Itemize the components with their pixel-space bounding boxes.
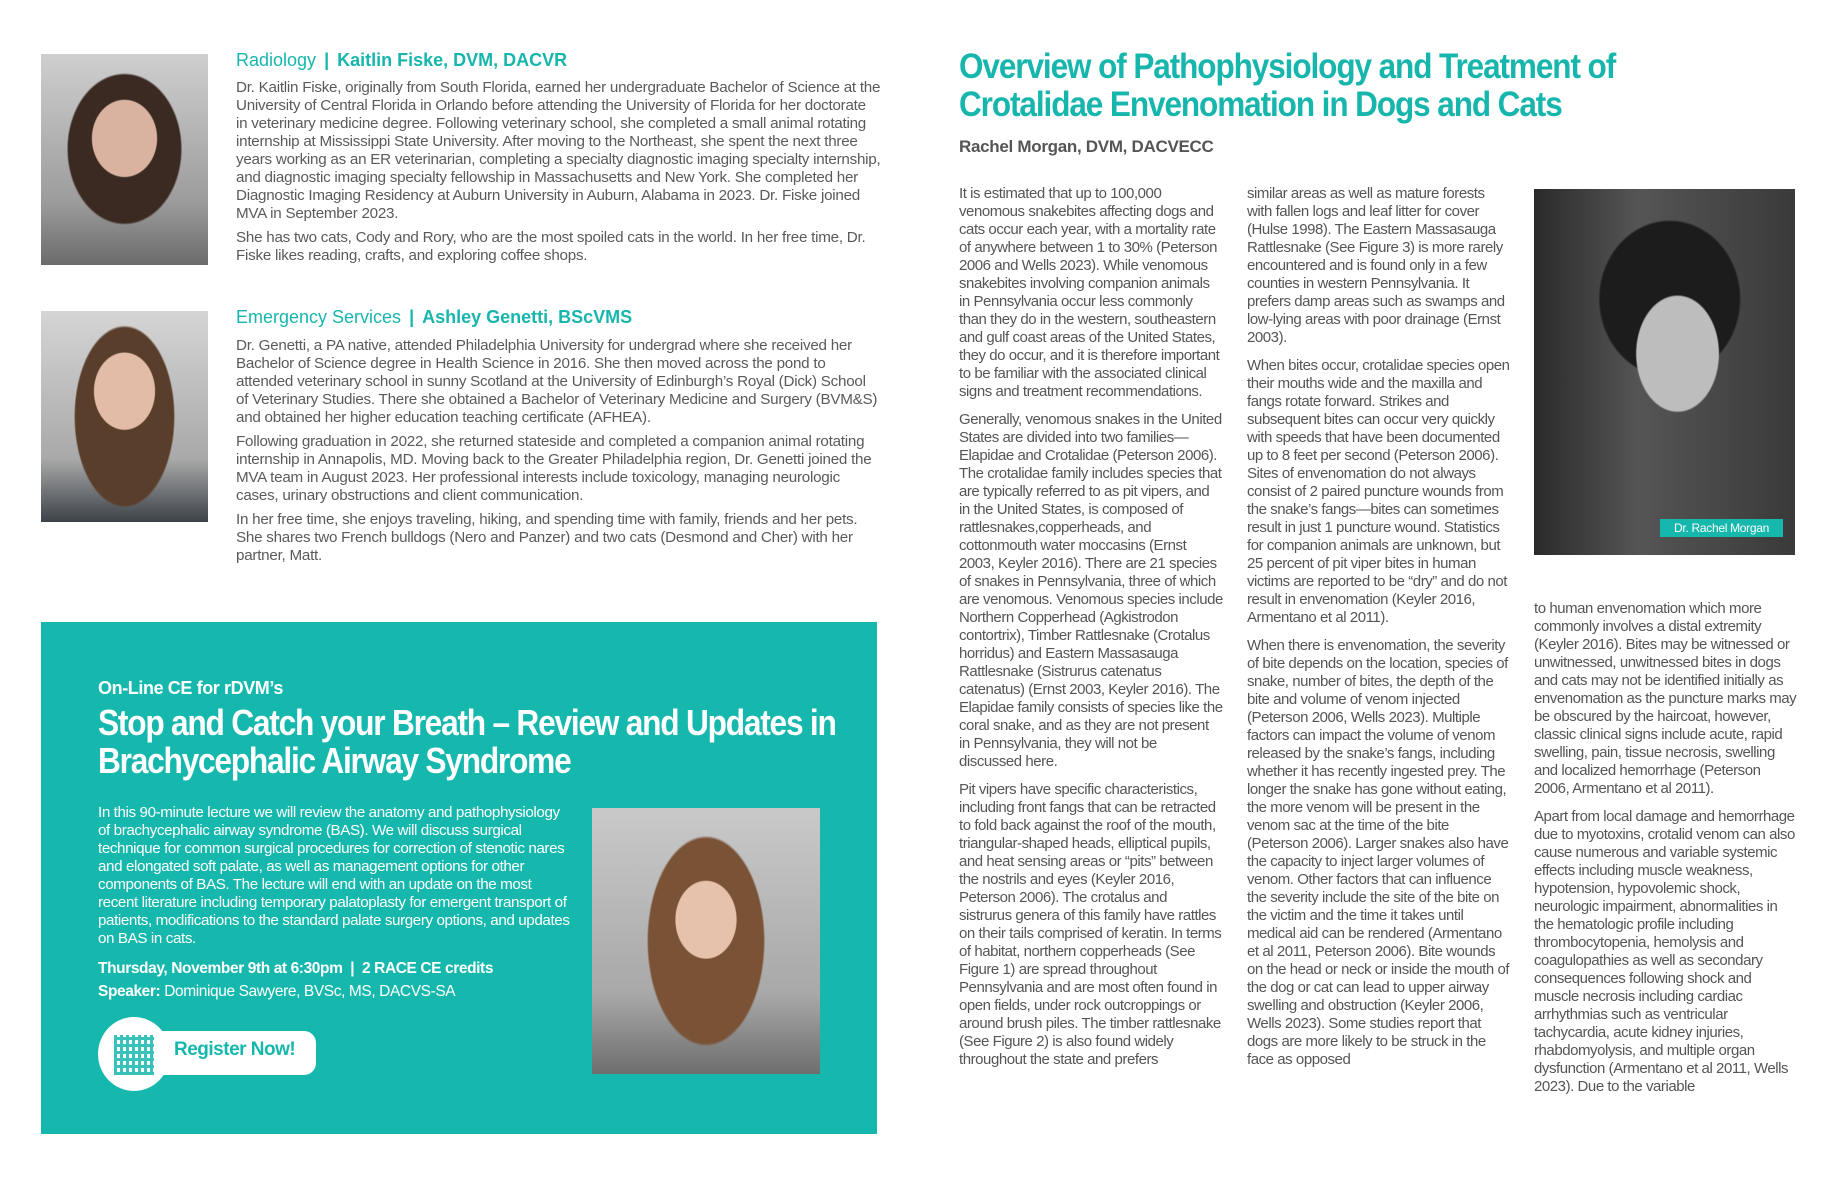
bio-name: Kaitlin Fiske, DVM, DACVR [337, 50, 568, 70]
bio-heading [236, 307, 632, 328]
speaker-photo [592, 808, 820, 1074]
article-paragraph: Apart from local damage and hemorrhage due to myotoxins, crotalid venom can also cause numerous and variable systemic effects including muscle weakness, hypotension, hypovolemic shock, neurologic impairment, abnormalities in the hematologic profile including thrombocytopenia, hemolysis and coagulopathies as well as secondary consequences following shock and muscle necrosis including cardiac arrhythmias such as ventricular tachycardia, acute kidney injuries, rhabdomyolysis, and multiple organ dysfunction (Armentano et al 2011, Wells 2023). Due to the variable [1534, 808, 1795, 1095]
article-paragraph: to human envenomation which more commonly involves a distal extremity (Keyler 2016). Bites may be witnessed or unwitnessed, unwitnessed bites in dogs and cats may not be identified initially as envenomation as the puncture marks may be obscured by the haircoat, however, classic clinical signs include acute, rapid swelling, pain, tissue necrosis, swelling and localized hemorrhage (Peterson 2006, Armentano et al 2011). [1534, 600, 1797, 797]
bio-paragraph: Following graduation in 2022, she returned stateside and completed a companion animal rotating internship in Annapolis, MD. Moving back to the Greater Philadelphia region, Dr. Genetti joined the MVA team in August 2023. Her professional interests include toxicology, managing neurologic cases, urinary obstructions and client communication. [236, 433, 872, 504]
article-title: Overview of Pathophysiology and Treatment of Crotalidae Envenomation in Dogs and Cats [959, 47, 1616, 124]
article-paragraph: Generally, venomous snakes in the United States are divided into two families—Elapidae and Crotalidae (Peterson 2006). The crotalidae family includes species that are typically referred to as pit vipers, and in the United States, is composed of rattlesnakes,copperheads, and cottonmouth water moccasins (Ernst 2003, Keyler 2016). There are 21 species of snakes in Pennsylvania, three of which are venomous. Venomous species include Northern Copperhead (Agkistrodon contortrix), Timber Rattlesnake (Crotalus horridus) and Eastern Massasauga Rattlesnake (Sistrurus catenatus catenatus) (Ernst 2003, Keyler 2016). The Elapidae family consists of species like the coral snake, and as they are not present in Pennsylvania, they will not be discussed here. [959, 411, 1223, 770]
bio-paragraph: In her free time, she enjoys traveling, hiking, and spending time with family, friends and her pets. She shares two French bulldogs (Nero and Panzer) and two cats (Desmond and Cher) with her partner, Matt. [236, 511, 858, 564]
register-label[interactable]: Register Now! [174, 1039, 296, 1060]
article-paragraph: Pit vipers have specific characteristics, including front fangs that can be retracted to fold back against the roof of the mouth, triangular-shaped heads, elliptical pupils, and heat sensing areas or “pits” between the nostrils and eyes (Keyler 2016, Peterson 2006). The crotalus and sistrurus genera of this family have rattles on their tails comprised of keratin. In terms of habitat, northern copperheads (See Figure 1) are spread throughout Pennsylvania and are most often found in open fields, under rock outcroppings or around brush piles. The timber rattlesnake (See Figure 2) is also found widely throughout the state and prefers [959, 781, 1222, 1068]
ce-kicker: On-Line CE for rDVM’s [98, 678, 283, 698]
heading-separator: | [409, 307, 415, 327]
article-paragraph: similar areas as well as mature forests with fallen logs and leaf litter for cover (Hulse 1998). The Eastern Massasauga Rattlesnake (See Figure 3) is more rarely encountered and is found only in a few counties in western Pennsylvania. It prefers damp areas such as swamps and low-lying areas with poor drainage (Ernst 2003). [1247, 185, 1505, 346]
bio-name: Ashley Genetti, BScVMS [422, 307, 633, 327]
register-now-button[interactable] [98, 1017, 358, 1091]
photo-caption: Dr. Rachel Morgan [1660, 519, 1783, 537]
bio-department: Emergency Services [236, 307, 402, 327]
bio-heading [236, 50, 567, 71]
speaker-label: Speaker: [98, 983, 161, 1000]
bio-paragraph: Dr. Kaitlin Fiske, originally from South Florida, earned her undergraduate Bachelor of Science at the University of Central Florida in Orlando before attending the University of Florida for her doctorate in veterinary medicine degree. Following veterinary school, she completed a small animal rotating internship at Mississippi State University. After moving to the Northeast, she spent the next three years working as an ER veterinarian, completing a specialty diagnostic imaging specialty internship, and diagnostic imaging specialty fellowship in Massachusetts and New York. She completed her Diagnostic Imaging Residency at Auburn University in Auburn, Alabama in 2023. Dr. Fiske joined MVA in September 2023. [236, 79, 881, 222]
qr-code-icon[interactable] [114, 1035, 154, 1075]
article-paragraph: It is estimated that up to 100,000 venomous snakebites affecting dogs and cats occur each year, with a mortality rate of anywhere between 1 to 30% (Peterson 2006 and Wells 2023). While venomous snakebites involving companion animals in Pennsylvania occur less commonly than they do in the western, southeastern and gulf coast areas of the United States, they do occur, and it is therefore important to be familiar with the associated clinical signs and treatment recommendations. [959, 185, 1220, 400]
article-paragraph: When there is envenomation, the severity of bite depends on the location, species of snake, number of bites, the depth of the bite and volume of venom injected (Peterson 2006, Wells 2023). Multiple factors can impact the volume of venom released by the snake’s fangs, including whether it has recently ingested prey. The longer the snake has gone without eating, the more venom will be present in the venom sac at the time of the bite (Peterson 2006). Larger snakes also have the capacity to inject larger volumes of venom. Other factors that can influence the severity include the site of the bite on the victim and the time it takes until medical aid can be rendered (Armentano et al 2011, Peterson 2006). Bite wounds on the head or neck or inside the mouth of the dog or cat can lead to upper airway swelling and obstruction (Keyler 2006, Wells 2023). Some studies report that dogs are more likely to be struck in the face as opposed [1247, 637, 1510, 1068]
speaker-name: Dominique Sawyere, BVSc, MS, DACVS-SA [160, 983, 456, 1000]
rachel-morgan-photo [1534, 189, 1795, 555]
article-author: Rachel Morgan, DVM, DACVECC [959, 137, 1214, 156]
bio-paragraph: Dr. Genetti, a PA native, attended Philadelphia University for undergrad where she received her Bachelor of Science degree in Health Science in 2016. She then moved across the pond to attended veterinary school in sunny Scotland at the University of Edinburgh’s Royal (Dick) School of Veterinary Studies. There she obtained a Bachelor of Veterinary Medicine and Surgery (BVM&S) and obtained her higher education teaching certificate (AFHEA). [236, 337, 878, 426]
article-column-1 [959, 185, 1223, 1079]
ashley-genetti-photo [41, 311, 208, 522]
ce-date-credits: Thursday, November 9th at 6:30pm | 2 RACE CE credits [98, 960, 494, 977]
bio-body [236, 337, 881, 571]
ce-speaker [98, 983, 455, 1001]
ce-promo-box [41, 622, 877, 1134]
article-column-2 [1247, 185, 1513, 1079]
article-column-3 [1534, 600, 1798, 1106]
ce-title: Stop and Catch your Breath – Review and Updates in Brachycephalic Airway Syndrome [98, 702, 836, 781]
kaitlin-fiske-photo [41, 54, 208, 265]
bio-department: Radiology [236, 50, 317, 70]
ce-description: In this 90-minute lecture we will review the anatomy and pathophysiology of brachycephalic airway syndrome (BAS). We will discuss surgical technique for common surgical procedures for correction of stenotic nares and elongated soft palate, as well as management options for other components of BAS. The lecture will end with an update on the most recent literature including temporary palatoplasty for emergent transport of patients, modifications to the standard palate surgery options, and updates on BAS in cats. [98, 804, 570, 947]
bio-body [236, 79, 881, 271]
article-paragraph: When bites occur, crotalidae species open their mouths wide and the maxilla and fangs rotate forward. Strikes and subsequent bites can occur very quickly with speeds that have been documented up to 8 feet per second (Peterson 2006). Sites of envenomation do not always consist of 2 paired puncture wounds from the snake’s fangs—bites can sometimes result in just 1 puncture wound. Statistics for companion animals are unknown, but 25 percent of pit viper bites in human victims are reported to be “dry” and do not result in envenomation (Keyler 2016, Armentano et al 2011). [1247, 357, 1510, 626]
bio-paragraph: She has two cats, Cody and Rory, who are the most spoiled cats in the world. In her free time, Dr. Fiske likes reading, crafts, and exploring coffee shops. [236, 229, 866, 264]
heading-separator: | [324, 50, 330, 70]
